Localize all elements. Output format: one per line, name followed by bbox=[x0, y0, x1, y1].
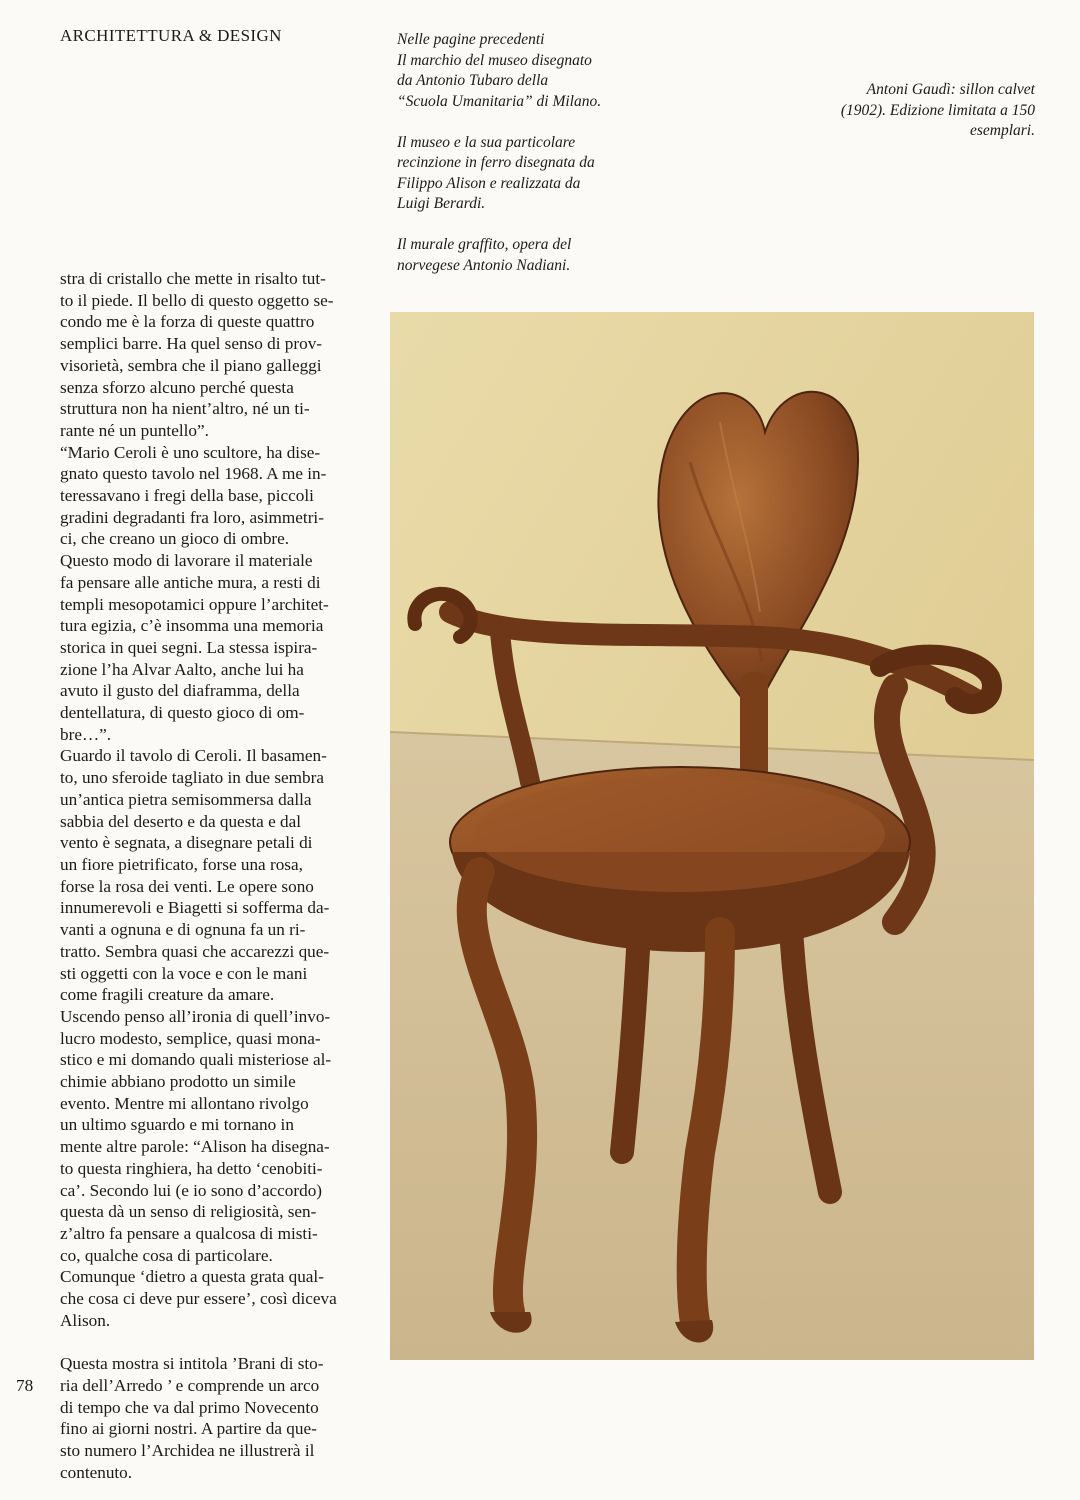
page-number: 78 bbox=[16, 1376, 34, 1395]
body-paragraph: Questa mostra si intitola ’Brani di sto- ria dell’Arredo ’ e comprende un arco di tempo che va dal primo Novecento fino ai giorni nostri. A partire da que- sto numero l’Archidea ne illustrerà il contenuto. bbox=[60, 1354, 324, 1482]
body-paragraph: Comunque ‘dietro a questa grata qual- che cosa ci deve pur essere’, così diceva Alison. bbox=[60, 1267, 337, 1330]
body-paragraph: Questo modo di lavorare il materiale fa pensare alle antiche mura, a resti di templi mesopotamici oppure l’architet- tura egizia, c’è insomma una memoria storica in quei segni. La stessa ispira- zione l’ha Alvar Aalto, anche lui ha avuto il gusto del diaframma, della dentellatura, di questo gioco di om- bre…”. bbox=[60, 551, 329, 744]
backrest-post bbox=[740, 672, 768, 782]
photo-caption: Antoni Gaudì: sillon calvet (1902). Edizione limitata a 150 esemplari. bbox=[840, 81, 1035, 139]
caption-museum-fence: Il museo e la sua particolare recinzione in ferro disegnata da Filippo Alison e realizzata da Luigi Berardi. bbox=[397, 133, 595, 212]
section-header: ARCHITETTURA & DESIGN bbox=[60, 26, 282, 45]
article-body bbox=[60, 268, 366, 1483]
caption-previous-pages: Nelle pagine precedenti Il marchio del museo disegnato da Antonio Tubaro della “Scuola Umanitaria” di Milano. bbox=[397, 31, 602, 110]
body-paragraph: Guardo il tavolo di Ceroli. Il basamen- to, uno sferoide tagliato in due sembra un’antica pietra semisommersa dalla sabbia del deserto e da questa e dal vento è segnata, a disegnare petali di un fiore pietrificato, forse una rosa, forse la rosa dei venti. Le opere sono innumerevoli e Biagetti si sofferma da- vanti a ognuna e di ognuna fa un ri- tratto. Sembra quasi che accarezzi que- sti oggetti con la voce e con le mani come fragili creature da amare. bbox=[60, 746, 330, 1005]
caption-block bbox=[397, 30, 667, 297]
body-paragraph: stra di cristallo che mette in risalto tut- to il piede. Il bello di questo oggetto se- condo me è la forza di queste quattro semplici barre. Ha quel senso di prov- visorietà, sembra che il piano galleggi senza sforzo alcuno perché questa struttura non ha nient’altro, né un ti- rante né un puntello”. bbox=[60, 269, 334, 440]
caption-mural: Il murale graffito, opera del norvegese Antonio Nadiani. bbox=[397, 236, 572, 274]
body-paragraph: “Mario Ceroli è uno scultore, ha dise- gnato questo tavolo nel 1968. A me in- teressavano i fregi della base, piccoli gradini degradanti fra loro, asimmetri- ci, che creano un gioco di ombre. bbox=[60, 442, 327, 549]
gaudi-chair-illustration bbox=[390, 312, 1034, 1360]
chair-photo bbox=[390, 312, 1034, 1360]
body-paragraph: Uscendo penso all’ironia di quell’invo- lucro modesto, semplice, quasi mona- stico e mi domando quali misteriose al- chimie abbiano prodotto un simile evento. Mentre mi allontano rivolgo un ultimo sguardo e mi tornano in mente altre parole: “Alison ha disegna- to questa ringhiera, ha detto ‘cenobiti- ca’. Secondo lui (e io sono d’accordo) questa dà un senso di religiosità, sen- z’altro fa pensare a qualcosa di misti- co, qualche cosa di particolare. bbox=[60, 1006, 332, 1265]
